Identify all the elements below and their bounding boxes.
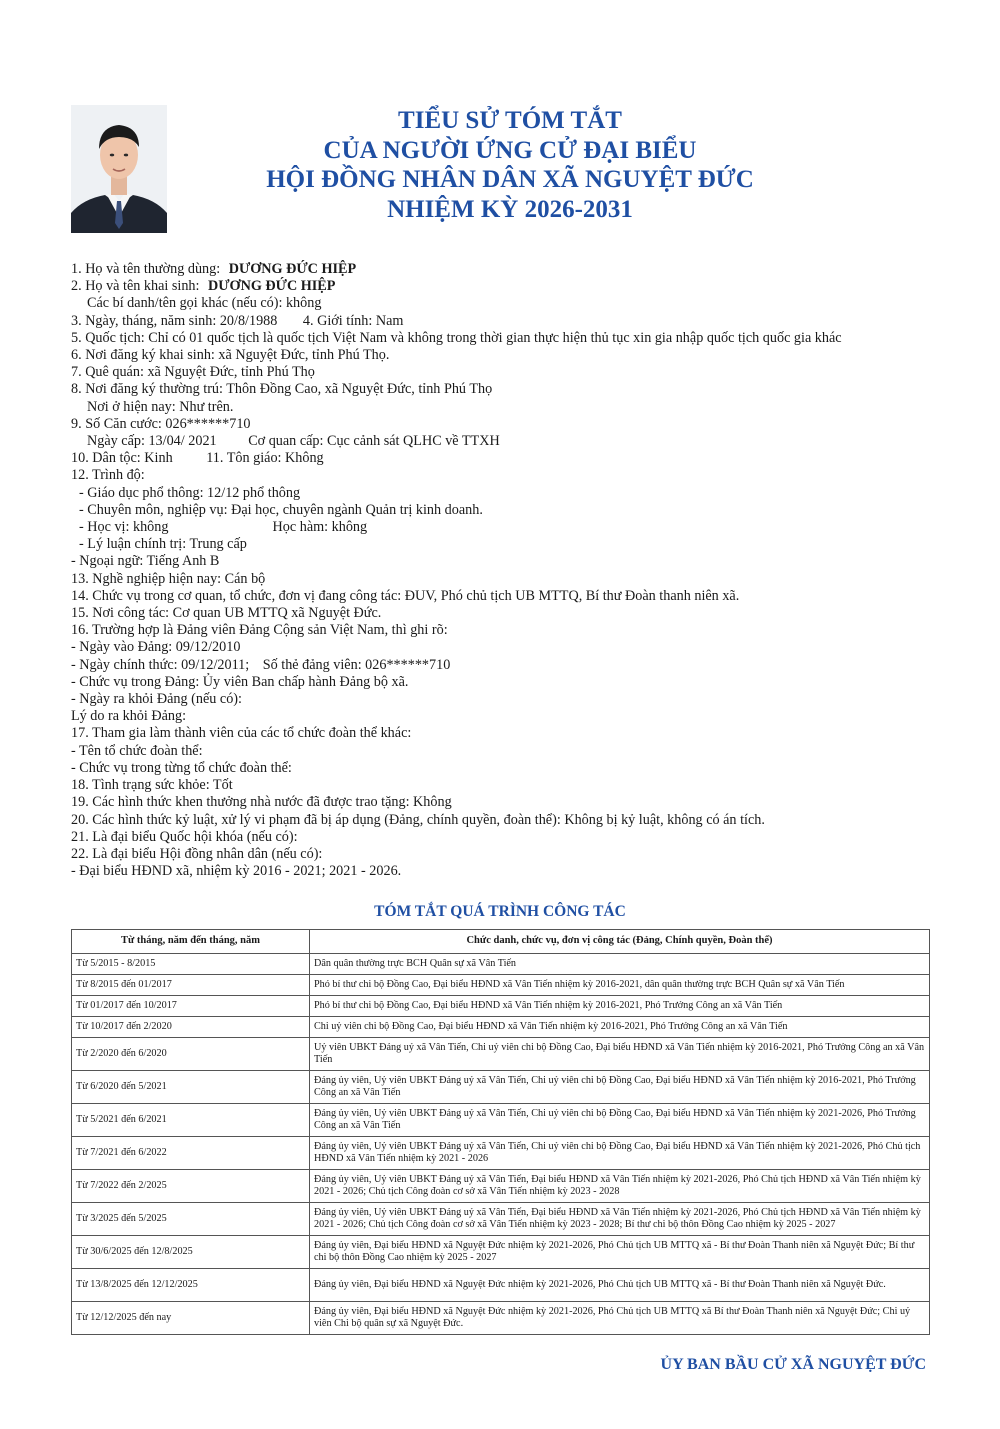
ethnicity-religion-row — [71, 450, 951, 467]
birth-name-value: DƯƠNG ĐỨC HIỆP — [208, 278, 336, 295]
id-issue-date: Ngày cấp: 13/04/ 2021 — [87, 433, 217, 450]
position-cell: Phó bí thư chi bộ Đồng Cao, Đại biểu HĐND xã Vân Tiến nhiệm kỳ 2016-2021, dân quân thường trực BCH Quân sự xã Vân Tiến — [310, 975, 930, 996]
position-cell: Đảng ủy viên, Uỷ viên UBKT Đảng uỷ xã Vân Tiến, Chi uỷ viên chi bộ Đồng Cao, Đại biểu HĐND xã Vân Tiến nhiệm kỳ 2021-2026, Phó Trưởng Công an xã Vân Tiến — [310, 1104, 930, 1137]
party-card-number: Số thẻ đảng viên: 026******710 — [262, 656, 451, 673]
table-row — [72, 954, 930, 975]
period-cell: Từ 10/2017 đến 2/2020 — [72, 1017, 310, 1038]
general-education-row: - Giáo dục phổ thông: 12/12 phổ thông — [79, 484, 301, 501]
national-assembly-row: 21. Là đại biểu Quốc hội khóa (nếu có): — [71, 828, 298, 845]
common-name-label: 1. Họ và tên thường dùng: — [71, 261, 221, 277]
id-issue-agency: Cơ quan cấp: Cục cảnh sát QLHC về TTXH — [248, 433, 500, 450]
period-cell: Từ 01/2017 đến 10/2017 — [72, 996, 310, 1017]
party-position-row: - Chức vụ trong Đảng: Ủy viên Ban chấp hành Đảng bộ xã. — [71, 673, 409, 690]
workplace-row: 15. Nơi công tác: Cơ quan UB MTTQ xã Nguyệt Đức. — [71, 605, 382, 622]
position-cell: Dân quân thường trực BCH Quân sự xã Vân Tiến — [310, 954, 930, 975]
birth-name-row — [71, 278, 951, 295]
position-cell: Phó bí thư chi bộ Đồng Cao, Đại biểu HĐND xã Vân Tiến nhiệm kỳ 2016-2021, Phó Trưởng Công an xã Vân Tiến — [310, 996, 930, 1017]
party-member-heading: 16. Trường hợp là Đảng viên Đảng Cộng sản Việt Nam, thì ghi rõ: — [71, 622, 448, 639]
hometown-row: 7. Quê quán: xã Nguyệt Đức, tỉnh Phú Thọ — [71, 364, 315, 381]
organizations-heading: 17. Tham gia làm thành viên của các tổ chức đoàn thể khác: — [71, 725, 412, 742]
nationality-row: 5. Quốc tịch: Chỉ có 01 quốc tịch là quốc tịch Việt Nam và không trong thời gian thực hiện thủ tục xin gia nhập quốc tịch quốc gia khác — [71, 329, 842, 346]
position-cell: Đảng ủy viên, Đại biểu HĐND xã Nguyệt Đức nhiệm kỳ 2021-2026, Phó Chủ tịch UB MTTQ xã - Bí thư Đoàn Thanh niên xã Nguyệt Đức. — [310, 1269, 930, 1302]
period-cell: Từ 7/2022 đến 2/2025 — [72, 1170, 310, 1203]
awards-row: 19. Các hình thức khen thưởng nhà nước đã được trao tặng: Không — [71, 794, 452, 811]
id-number-row: 9. Số Căn cước: 026******710 — [71, 415, 251, 432]
work-history-table — [71, 929, 930, 1335]
title-line-4: NHIỆM KỲ 2026-2031 — [387, 195, 633, 223]
biography-section — [71, 261, 951, 880]
table-row — [72, 1071, 930, 1104]
table-row — [72, 975, 930, 996]
ethnicity: 10. Dân tộc: Kinh — [71, 450, 173, 467]
discipline-row: 20. Các hình thức kỷ luật, xử lý vi phạm đã bị áp dụng (Đảng, chính quyền, đoàn thể): Không bị kỷ luật, không có án tích. — [71, 811, 765, 828]
period-cell: Từ 8/2015 đến 01/2017 — [72, 975, 310, 996]
position-cell: Đảng ủy viên, Uỷ viên UBKT Đảng uỷ xã Vân Tiến, Đại biểu HĐND xã Vân Tiến nhiệm kỳ 2021-2026, Phó Chủ tịch HĐND xã Vân Tiến nhiệm kỳ 2021 - 2026; Chủ tịch Công đoàn cơ sở xã Vân Tiến nhiệm kỳ 2023 - 2028 — [310, 1170, 930, 1203]
position-row: 14. Chức vụ trong cơ quan, tổ chức, đơn vị đang công tác: ĐUV, Phó chủ tịch UB MTTQ, Bí thư Đoàn thanh niên xã. — [71, 587, 740, 604]
title-line-3: HỘI ĐỒNG NHÂN DÂN XÃ NGUYỆT ĐỨC — [266, 166, 754, 193]
title-line-2: CỦA NGƯỜI ỨNG CỬ ĐẠI BIỂU — [323, 136, 697, 164]
education-heading: 12. Trình độ: — [71, 467, 145, 484]
current-residence-row: Nơi ở hiện nay: Như trên. — [87, 398, 234, 415]
candidate-photo — [71, 105, 167, 233]
title-line-1: TIỂU SỬ TÓM TẮT — [398, 107, 622, 134]
birth-name-label: 2. Họ và tên khai sinh: — [71, 278, 200, 295]
party-join-date-row: - Ngày vào Đảng: 09/12/2010 — [71, 639, 241, 656]
gender: 4. Giới tính: Nam — [302, 312, 404, 329]
table-row — [72, 1137, 930, 1170]
council-delegate-row: 22. Là đại biểu Hội đồng nhân dân (nếu có): — [71, 845, 323, 862]
academic-title: Học hàm: không — [272, 519, 368, 536]
party-official-date: - Ngày chính thức: 09/12/2011; — [71, 656, 250, 673]
organization-position-row: - Chức vụ trong từng tổ chức đoàn thể: — [71, 759, 292, 776]
period-cell: Từ 12/12/2025 đến nay — [72, 1302, 310, 1335]
birthdate: 3. Ngày, tháng, năm sinh: 20/8/1988 — [71, 312, 278, 329]
period-cell: Từ 30/6/2025 đến 12/8/2025 — [72, 1236, 310, 1269]
political-theory-row: - Lý luận chính trị: Trung cấp — [79, 536, 247, 553]
period-cell: Từ 2/2020 đến 6/2020 — [72, 1038, 310, 1071]
work-history-title: TÓM TẮT QUÁ TRÌNH CÔNG TÁC — [374, 903, 626, 920]
table-row — [72, 1038, 930, 1071]
party-leave-date-row: - Ngày ra khỏi Đảng (nếu có): — [71, 691, 242, 708]
table-row — [72, 1017, 930, 1038]
permanent-residence-row: 8. Nơi đăng ký thường trú: Thôn Đồng Cao, xã Nguyệt Đức, tỉnh Phú Thọ — [71, 381, 493, 398]
council-terms-row: - Đại biểu HĐND xã, nhiệm kỳ 2016 - 2021; 2021 - 2026. — [71, 863, 402, 880]
table-row — [72, 1236, 930, 1269]
religion: 11. Tôn giáo: Không — [206, 450, 324, 467]
common-name-value: DƯƠNG ĐỨC HIỆP — [228, 261, 357, 277]
birthdate-gender-row — [71, 313, 951, 330]
position-cell: Chi uỷ viên chi bộ Đồng Cao, Đại biểu HĐND xã Vân Tiến nhiệm kỳ 2016-2021, Phó Trưởng Công an xã Vân Tiến — [310, 1017, 930, 1038]
alias-row: Các bí danh/tên gọi khác (nếu có): không — [87, 295, 322, 312]
election-committee-signature: ỦY BAN BẦU CỬ XÃ NGUYỆT ĐỨC — [660, 1356, 926, 1373]
table-row — [72, 996, 930, 1017]
degree-row — [71, 519, 951, 536]
period-cell: Từ 3/2025 đến 5/2025 — [72, 1203, 310, 1236]
table-row — [72, 1203, 930, 1236]
period-cell: Từ 6/2020 đến 5/2021 — [72, 1071, 310, 1104]
period-cell: Từ 7/2021 đến 6/2022 — [72, 1137, 310, 1170]
professional-qualification-row: - Chuyên môn, nghiệp vụ: Đại học, chuyên ngành Quản trị kinh doanh. — [79, 501, 483, 518]
document-title — [180, 106, 840, 224]
degree: - Học vị: không — [79, 519, 169, 536]
table-row — [72, 1170, 930, 1203]
id-issue-row — [71, 433, 951, 450]
table-row — [72, 1269, 930, 1302]
period-cell: Từ 13/8/2025 đến 12/12/2025 — [72, 1269, 310, 1302]
position-cell: Đảng ủy viên, Đại biểu HĐND xã Nguyệt Đức nhiệm kỳ 2021-2026, Phó Chủ tịch UB MTTQ xã Bí thư Đoàn Thanh niên xã Nguyệt Đức; Chi uỷ viên Chi bộ quân sự xã Nguyệt Đức. — [310, 1302, 930, 1335]
position-cell: Đảng ủy viên, Uỷ viên UBKT Đảng uỷ xã Vân Tiến, Chi uỷ viên chi bộ Đồng Cao, Đại biểu HĐND xã Vân Tiến nhiệm kỳ 2021-2026, Phó Chủ tịch HĐND xã Vân Tiến nhiệm kỳ 2021 - 2026 — [310, 1137, 930, 1170]
occupation-row: 13. Nghề nghiệp hiện nay: Cán bộ — [71, 570, 266, 587]
table-header-row — [72, 930, 930, 954]
period-cell: Từ 5/2021 đến 6/2021 — [72, 1104, 310, 1137]
health-row: 18. Tình trạng sức khỏe: Tốt — [71, 777, 233, 794]
table-row — [72, 1104, 930, 1137]
birth-registration-row: 6. Nơi đăng ký khai sinh: xã Nguyệt Đức, tỉnh Phú Thọ. — [71, 347, 390, 364]
column-header-period: Từ tháng, năm đến tháng, năm — [72, 930, 310, 954]
position-cell: Uỷ viên UBKT Đảng uỷ xã Vân Tiến, Chi uỷ viên chi bộ Đồng Cao, Đại biểu HĐND xã Vân Tiến nhiệm kỳ 2016-2021, Phó Trưởng Công an xã Vân Tiến — [310, 1038, 930, 1071]
organization-name-row: - Tên tổ chức đoàn thể: — [71, 742, 203, 759]
party-official-row — [71, 657, 951, 674]
period-cell: Từ 5/2015 - 8/2015 — [72, 954, 310, 975]
party-leave-reason-row: Lý do ra khỏi Đảng: — [71, 708, 187, 725]
column-header-position: Chức danh, chức vụ, đơn vị công tác (Đảng, Chính quyền, Đoàn thể) — [310, 930, 930, 954]
common-name-row — [71, 261, 951, 278]
foreign-language-row: - Ngoại ngữ: Tiếng Anh B — [71, 553, 220, 570]
position-cell: Đảng ủy viên, Đại biểu HĐND xã Nguyệt Đức nhiệm kỳ 2021-2026, Phó Chủ tịch UB MTTQ xã - Bí thư Đoàn Thanh niên xã Nguyệt Đức; Bí thư chi bộ thôn Đồng Cao nhiệm kỳ 2025 - 2027 — [310, 1236, 930, 1269]
position-cell: Đảng ủy viên, Uỷ viên UBKT Đảng uỷ xã Vân Tiến, Đại biểu HĐND xã Vân Tiến nhiệm kỳ 2021-2026, Phó Chủ tịch HĐND xã Vân Tiến nhiệm kỳ 2021 - 2026; Chủ tịch Công đoàn cơ sở xã Vân Tiến nhiệm kỳ 2023 - 2028; Bí thư chi bộ thôn Đồng Cao nhiệm kỳ 2025 - 2027 — [310, 1203, 930, 1236]
position-cell: Đảng ủy viên, Uỷ viên UBKT Đảng uỷ xã Vân Tiến, Chi uỷ viên chi bộ Đồng Cao, Đại biểu HĐND xã Vân Tiến nhiệm kỳ 2016-2021, Phó Trưởng Công an xã Vân Tiến — [310, 1071, 930, 1104]
table-row — [72, 1302, 930, 1335]
